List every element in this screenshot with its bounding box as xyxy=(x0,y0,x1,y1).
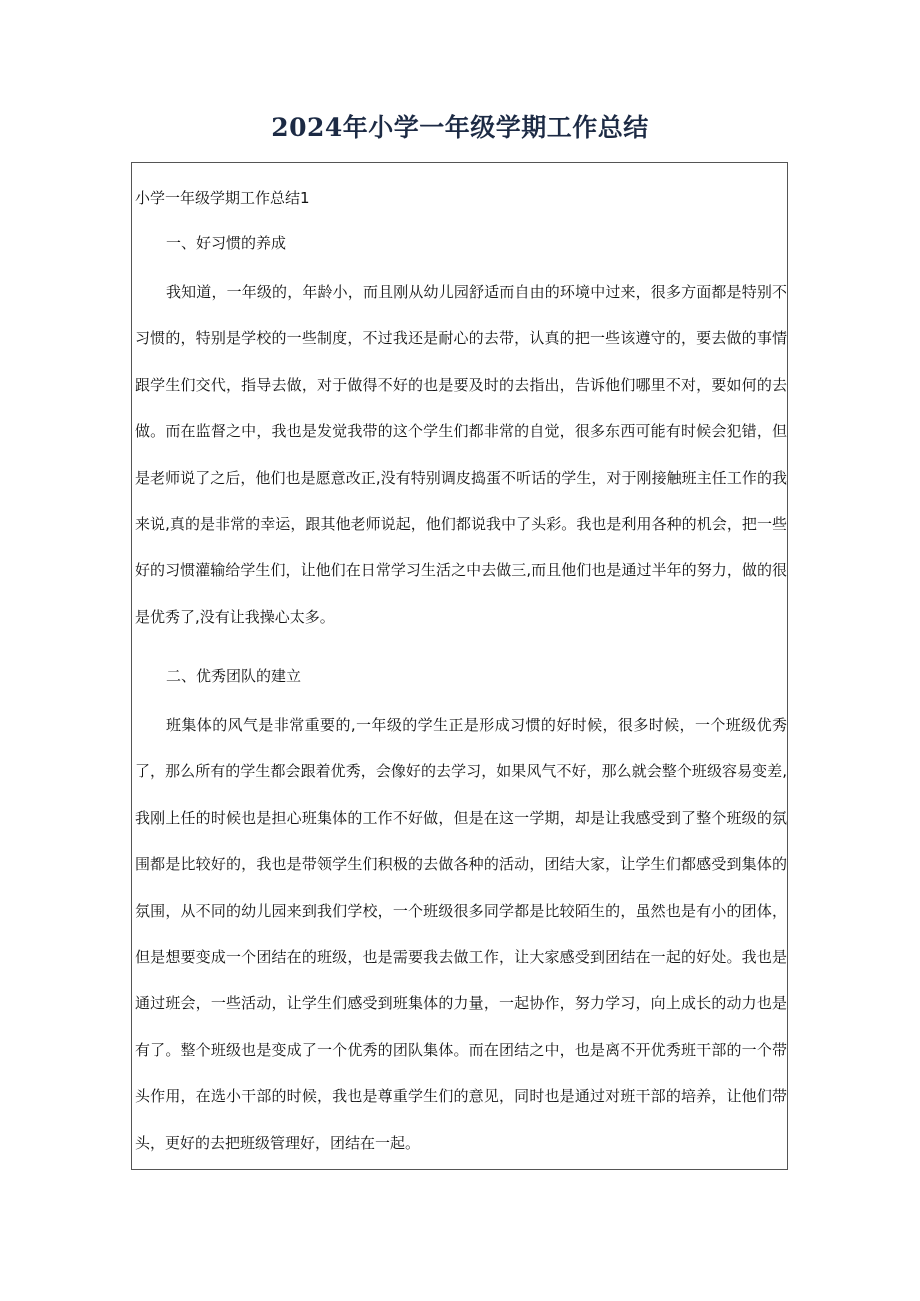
paragraph-team: 班集体的风气是非常重要的,一年级的学生正是形成习惯的好时候，很多时候，一个班级优秀了，那么所有的学生都会跟着优秀，会像好的去学习，如果风气不好，那么就会整个班级容易变差,我刚上任的时候也是担心班集体的工作不好做，但是在这一学期，却是让我感受到了整个班级的氛围都是比较好的，我也是带领学生们积极的去做各种的活动，团结大家，让学生们都感受到集体的氛围，从不同的幼儿园来到我们学校，一个班级很多同学都是比较陌生的，虽然也是有小的团体，但是想要变成一个团结在的班级，也是需要我去做工作，让大家感受到团结在一起的好处。我也是通过班会，一些活动，让学生们感受到班集体的力量，一起协作，努力学习，向上成长的动力也是有了。整个班级也是变成了一个优秀的团队集体。而在团结之中，也是离不开优秀班干部的一个带头作用，在选小干部的时候，我也是尊重学生们的意见，同时也是通过对班干部的培养，让他们带头，更好的去把班级管理好，团结在一起。 xyxy=(135,716,787,1152)
paragraph-habits: 我知道，一年级的，年龄小，而且刚从幼儿园舒适而自由的环境中过来，很多方面都是特别不习惯的，特别是学校的一些制度，不过我还是耐心的去带，认真的把一些该遵守的，要去做的事情跟学生们交代，指导去做，对于做得不好的也是要及时的去指出，告诉他们哪里不对，要如何的去做。而在监督之中，我也是发觉我带的这个学生们都非常的自觉，很多东西可能有时候会犯错，但是老师说了之后，他们也是愿意改正,没有特别调皮捣蛋不听话的学生，对于刚接触班主任工作的我来说,真的是非常的幸运，跟其他老师说起，他们都说我中了头彩。我也是利用各种的机会，把一些好的习惯灌输给学生们，让他们在日常学习生活之中去做三,而且他们也是通过半年的努力，做的很是优秀了,没有让我操心太多。 xyxy=(135,283,787,626)
document-title: 2024年小学一年级学期工作总结 xyxy=(271,113,649,142)
document-content-frame xyxy=(131,162,788,1170)
section-label: 小学一年级学期工作总结1 xyxy=(135,189,310,207)
section-heading-team: 二、优秀团队的建立 xyxy=(166,667,302,685)
section-heading-habits: 一、好习惯的养成 xyxy=(166,234,287,252)
